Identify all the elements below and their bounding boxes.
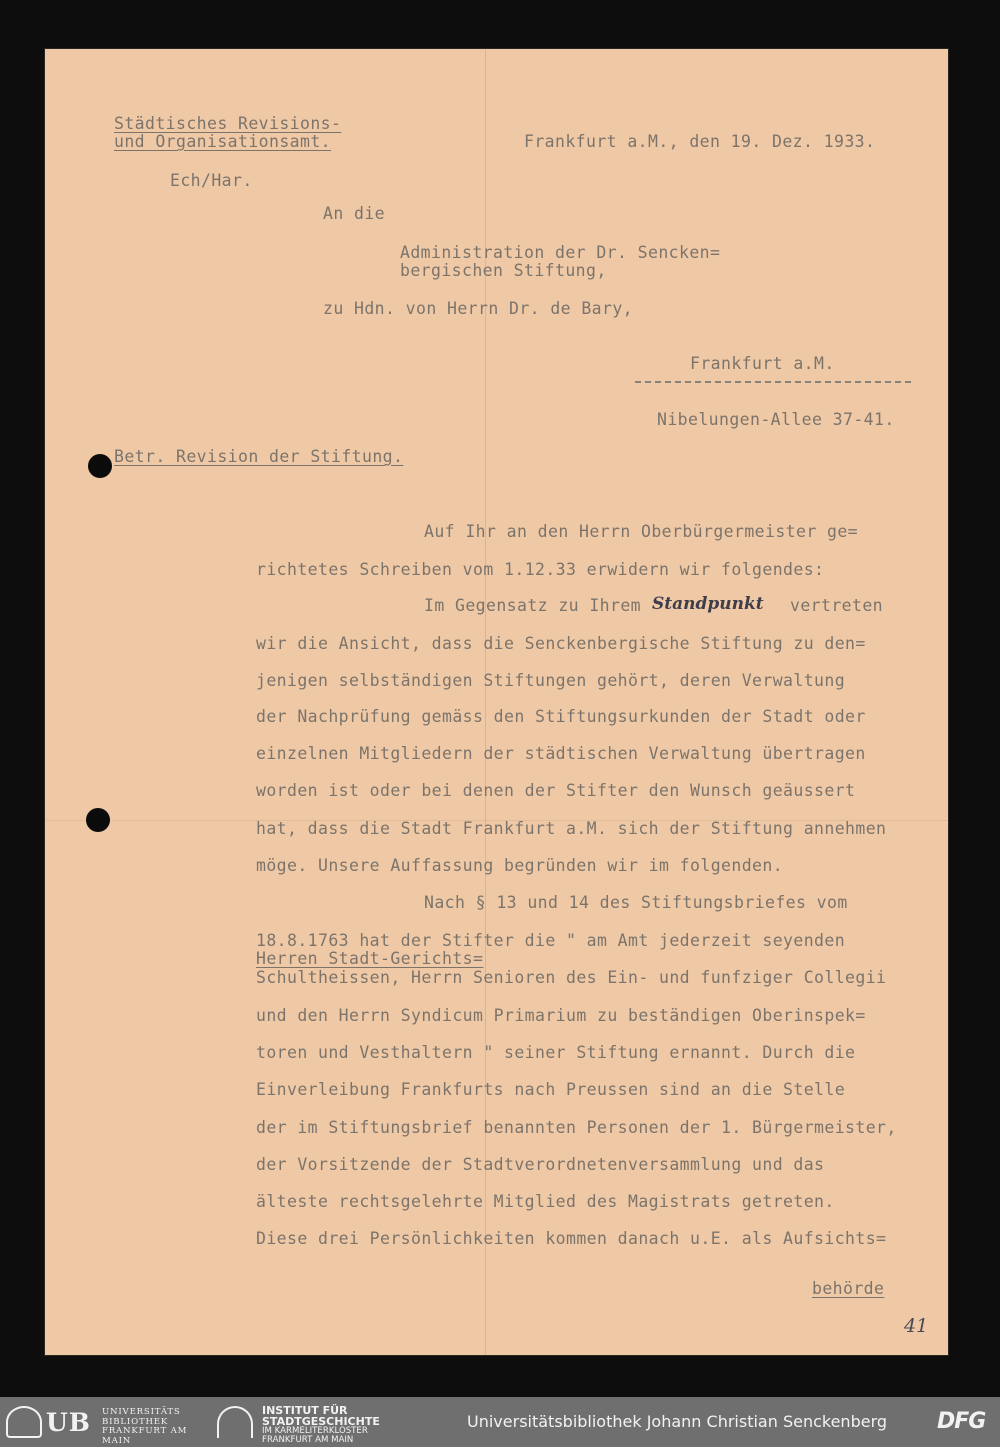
body-line-4: wir die Ansicht, dass die Senckenbergische Stiftung zu den= — [256, 634, 866, 653]
body-line-1: Auf Ihr an den Herrn Oberbürgermeister ge= — [424, 522, 859, 541]
ub-short-name: UB — [46, 1408, 91, 1437]
body-line-2: richtetes Schreiben vom 1.12.33 erwidern wir folgendes: — [256, 560, 825, 579]
ub-seal-icon — [6, 1406, 42, 1438]
ub-line-3: FRANKFURT AM MAIN — [102, 1426, 188, 1446]
body-line-19: der Vorsitzende der Stadtverordnetenversammlung und das — [256, 1155, 825, 1174]
body-line-9: hat, dass die Stadt Frankfurt a.M. sich der Stiftung annehmen — [256, 819, 887, 838]
body-line-18: der im Stiftungsbrief benannten Personen der 1. Bürgermeister, — [256, 1118, 897, 1137]
ub-logo-block[interactable] — [6, 1404, 202, 1446]
ub-name — [102, 1408, 202, 1446]
address-city: Frankfurt a.M. — [690, 354, 835, 373]
body-line-6: der Nachprüfung gemäss den Stiftungsurkunden der Stadt oder — [256, 707, 866, 726]
isg-line-2: STADTGESCHICHTE — [262, 1415, 380, 1428]
sender-line-2: und Organisationsamt. — [114, 132, 332, 151]
address-street: Nibelungen-Allee 37-41. — [657, 410, 895, 429]
body-line-3b: vertreten — [790, 596, 884, 615]
handwritten-insert: Standpunkt — [652, 594, 764, 614]
body-line-21: Diese drei Persönlichkeiten kommen danach u.E. als Aufsichts= — [256, 1229, 887, 1248]
isg-arch-icon — [217, 1406, 253, 1438]
ub-line-1: UNIVERSITÄTS — [102, 1407, 181, 1417]
body-line-5: jenigen selbständigen Stiftungen gehört, deren Verwaltung — [256, 671, 846, 690]
isg-line-3: IM KARMELITERKLOSTER — [262, 1426, 368, 1436]
catchword: behörde — [812, 1279, 885, 1298]
body-line-3a: Im Gegensatz zu Ihrem — [424, 596, 642, 615]
isg-name[interactable] — [262, 1405, 380, 1445]
dfg-logo[interactable]: DFG — [937, 1409, 986, 1434]
address-line-2: bergischen Stiftung, — [400, 261, 607, 280]
body-line-8: worden ist oder bei denen der Stifter den Wunsch geäussert — [256, 781, 856, 800]
isg-line-4: FRANKFURT AM MAIN — [262, 1435, 354, 1446]
isg-line-1: INSTITUT FÜR — [262, 1404, 348, 1417]
sender-line-1: Städtisches Revisions- — [114, 114, 342, 133]
body-line-20: älteste rechtsgelehrte Mitglied des Magistrats getreten. — [256, 1192, 835, 1211]
body-line-14: Schultheissen, Herrn Senioren des Ein- und funfziger Collegii — [256, 968, 887, 987]
body-line-11: Nach § 13 und 14 des Stiftungsbriefes vom — [424, 893, 848, 912]
subject-line: Betr. Revision der Stiftung. — [114, 447, 404, 466]
ub-line-2: BIBLIOTHEK — [102, 1416, 169, 1427]
body-line-7: einzelnen Mitgliedern der städtischen Verwaltung übertragen — [256, 744, 866, 763]
footer-library-name[interactable]: Universitätsbibliothek Johann Christian Senckenberg — [467, 1412, 888, 1431]
body-line-16: toren und Vesthaltern " seiner Stiftung ernannt. Durch die — [256, 1043, 856, 1062]
address-dashed-rule — [635, 381, 911, 383]
letter-date: Frankfurt a.M., den 19. Dez. 1933. — [524, 132, 876, 151]
address-attention: zu Hdn. von Herrn Dr. de Bary, — [323, 299, 634, 318]
body-line-13: Herren Stadt-Gerichts= — [256, 949, 484, 968]
body-line-12: 18.8.1763 hat der Stifter die " am Amt jederzeit seyenden — [256, 931, 846, 950]
reference-code: Ech/Har. — [170, 171, 253, 190]
body-line-17: Einverleibung Frankfurts nach Preussen sind an die Stelle — [256, 1080, 846, 1099]
punch-hole-bottom — [86, 808, 110, 832]
punch-hole-top — [88, 454, 112, 478]
page-number: 41 — [904, 1315, 929, 1337]
address-intro: An die — [323, 204, 386, 223]
body-line-10: möge. Unsere Auffassung begründen wir im folgenden. — [256, 856, 784, 875]
footer-bar — [0, 1397, 1000, 1447]
body-line-15: und den Herrn Syndicum Primarium zu beständigen Oberinspek= — [256, 1006, 866, 1025]
address-line-1: Administration der Dr. Sencken= — [400, 243, 721, 262]
